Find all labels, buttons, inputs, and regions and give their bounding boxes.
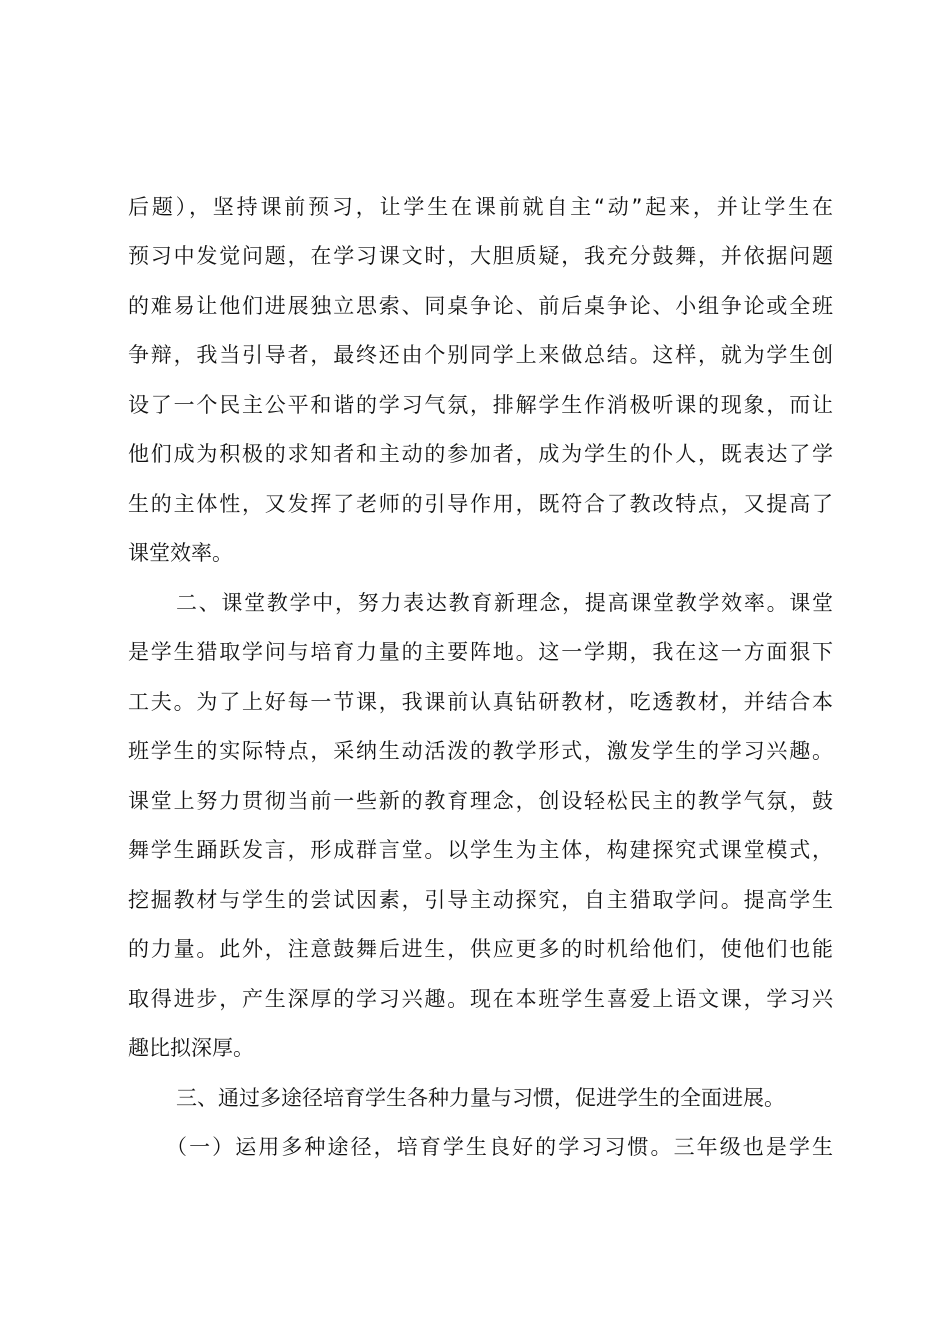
paragraph-2-line-3: 工夫。为了上好每一节课，我课前认真钻研教材，吃透教材，并结合本 bbox=[128, 690, 833, 714]
paragraph-2-line-6: 舞学生踊跃发言，形成群言堂。以学生为主体，构建探究式课堂模式， bbox=[128, 838, 833, 862]
paragraph-1-line-5: 设了一个民主公平和谐的学习气氛，排解学生作消极听课的现象，而让 bbox=[128, 393, 833, 417]
paragraph-2-line-7: 挖掘教材与学生的尝试因素，引导主动探究，自主猎取学问。提高学生 bbox=[128, 888, 833, 912]
paragraph-4-line-1: （一）运用多种途径，培育学生良好的学习习惯。三年级也是学生 bbox=[166, 1135, 833, 1159]
paragraph-2-line-1: 二、课堂教学中，努力表达教育新理念，提高课堂教学效率。课堂 bbox=[176, 591, 833, 615]
paragraph-2-line-5: 课堂上努力贯彻当前一些新的教育理念，创设轻松民主的教学气氛，鼓 bbox=[128, 789, 833, 813]
paragraph-1-line-6: 他们成为积极的求知者和主动的参加者，成为学生的仆人，既表达了学 bbox=[128, 442, 833, 466]
paragraph-2-line-4: 班学生的实际特点，采纳生动活泼的教学形式，激发学生的学习兴趣。 bbox=[128, 739, 833, 763]
paragraph-1-line-2: 预习中发觉问题，在学习课文时，大胆质疑，我充分鼓舞，并依据问题 bbox=[128, 244, 833, 268]
paragraph-1-line-3: 的难易让他们进展独立思索、同桌争论、前后桌争论、小组争论或全班 bbox=[128, 294, 833, 318]
paragraph-3-line-1: 三、通过多途径培育学生各种力量与习惯，促进学生的全面进展。 bbox=[176, 1086, 785, 1110]
paragraph-2-line-2: 是学生猎取学问与培育力量的主要阵地。这一学期，我在这一方面狠下 bbox=[128, 640, 833, 664]
paragraph-1-line-8: 课堂效率。 bbox=[128, 541, 233, 565]
paragraph-1-line-4: 争辩，我当引导者，最终还由个别同学上来做总结。这样，就为学生创 bbox=[128, 343, 833, 367]
paragraph-1-line-7: 生的主体性，又发挥了老师的引导作用，既符合了教改特点，又提高了 bbox=[128, 492, 833, 516]
paragraph-2-line-9: 取得进步，产生深厚的学习兴趣。现在本班学生喜爱上语文课，学习兴 bbox=[128, 987, 833, 1011]
paragraph-1-line-1: 后题），坚持课前预习，让学生在课前就自主“动”起来，并让学生在 bbox=[128, 195, 833, 219]
paragraph-2-line-8: 的力量。此外，注意鼓舞后进生，供应更多的时机给他们，使他们也能 bbox=[128, 937, 833, 961]
paragraph-2-line-10: 趣比拟深厚。 bbox=[128, 1036, 254, 1060]
